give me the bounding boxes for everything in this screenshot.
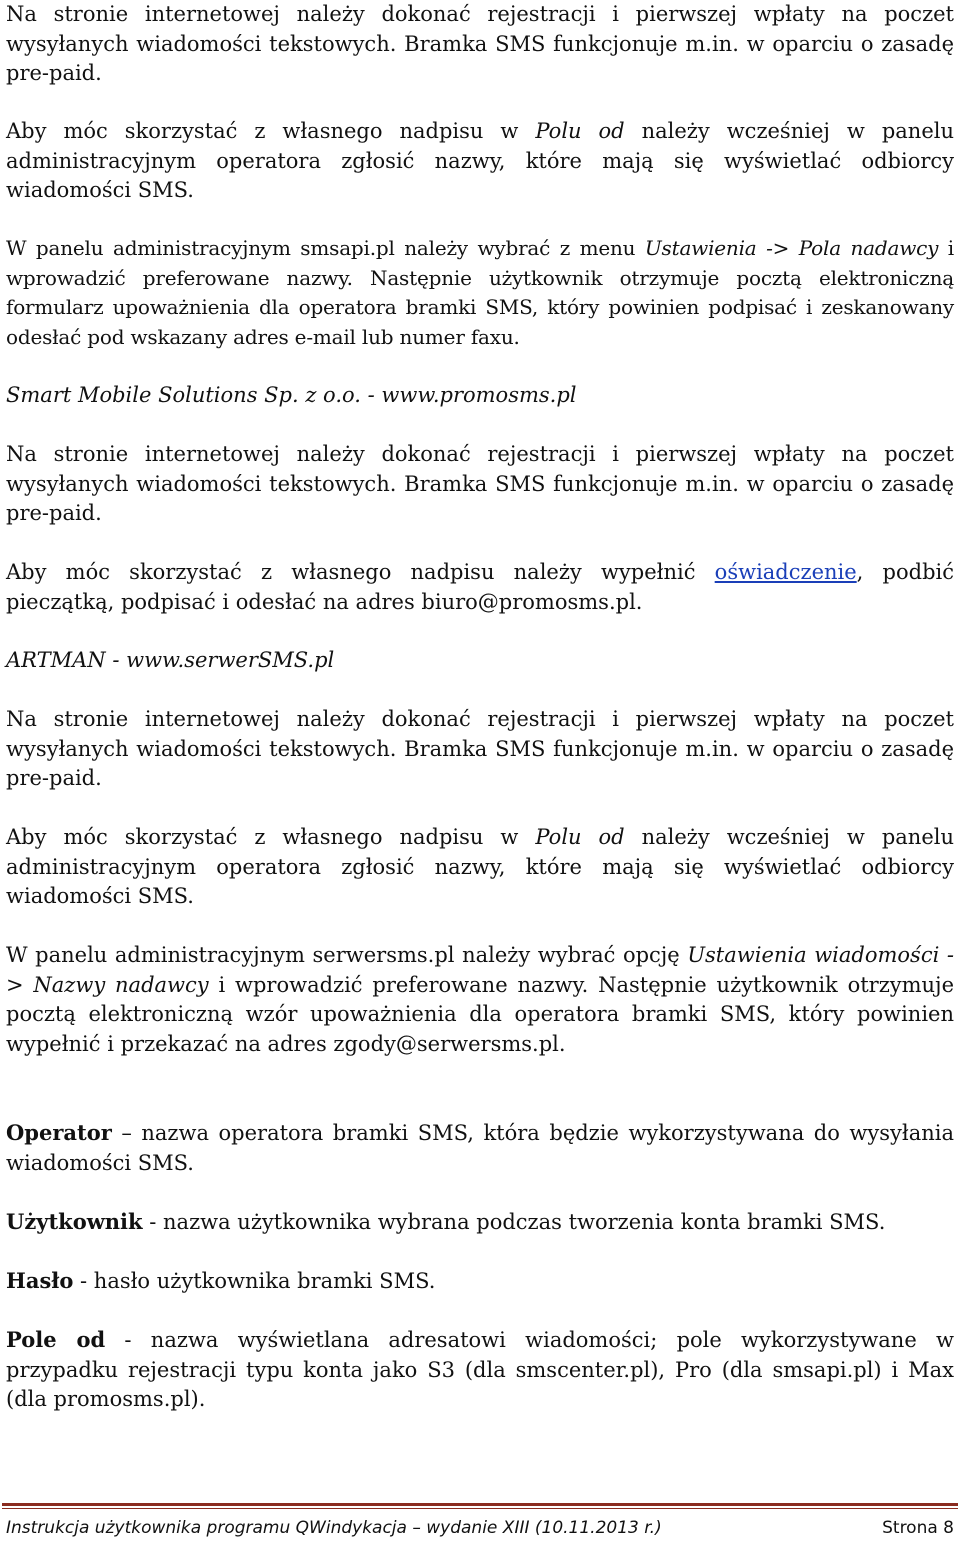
definition-text: – nazwa operatora bramki SMS, która będzie wykorzystywana do wysyłania wiadomości SMS. — [6, 1121, 954, 1175]
definition-term: Pole od — [6, 1327, 106, 1352]
definition-text: - hasło użytkownika bramki SMS. — [73, 1269, 436, 1293]
heading-text: ARTMAN - www.serwerSMS.pl — [6, 648, 335, 672]
serwersms-registration-paragraph — [6, 705, 954, 794]
definition-term: Hasło — [6, 1268, 74, 1293]
polu-od-term: Polu od — [535, 119, 625, 143]
definition-operator — [6, 1118, 954, 1178]
serwersms-heading — [6, 646, 954, 676]
footer-divider-thick — [2, 1503, 958, 1506]
paragraph-text: W panelu administracyjnym smsapi.pl należy wybrać z menu — [6, 236, 645, 260]
footer-document-title: Instrukcja użytkownika programu QWindykacja – wydanie XIII (10.11.2013 r.) — [6, 1518, 662, 1538]
promosms-sender-name-paragraph — [6, 558, 954, 617]
definition-text: - nazwa wyświetlana adresatowi wiadomości; pole wykorzystywane w przypadku rejestracji typu konta jako S3 (dla smscenter.pl), Pro (dla smsapi.pl) i Max (dla promosms.pl). — [6, 1328, 954, 1411]
oswiadczenie-link[interactable]: oświadczenie — [714, 560, 857, 584]
paragraph-text: Na stronie internetowej należy dokonać rejestracji i pierwszej wpłaty na poczet wysyłanych wiadomości tekstowych. Bramka SMS funkcjonuje m.in. w oparciu o zasadę pre-paid. — [6, 707, 954, 790]
serwersms-panel-paragraph — [6, 941, 954, 1059]
definition-term: Operator — [6, 1120, 112, 1145]
paragraph-text: Aby móc skorzystać z własnego nadpisu w — [6, 119, 536, 143]
paragraph-text: , podbić pieczątką, podpisać i odesłać na adres biuro@promosms.pl. — [6, 560, 954, 614]
serwersms-sender-name-paragraph — [6, 823, 954, 912]
definition-user — [6, 1207, 954, 1238]
polu-od-term: Polu od — [535, 825, 625, 849]
paragraph-text: Aby móc skorzystać z własnego nadpisu w — [6, 825, 536, 849]
page-footer — [6, 1517, 954, 1539]
paragraph-text: Aby móc skorzystać z własnego nadpisu należy wypełnić — [6, 560, 715, 584]
menu-path: Ustawienia wiadomości -> Nazwy nadawcy — [6, 943, 954, 997]
smsapi-sender-name-paragraph — [6, 117, 954, 206]
paragraph-text: Na stronie internetowej należy dokonać rejestracji i pierwszej wpłaty na poczet wysyłanych wiadomości tekstowych. Bramka SMS funkcjonuje m.in. w oparciu o zasadę pre-paid. — [6, 442, 954, 525]
paragraph-text: Na stronie internetowej należy dokonać rejestracji i pierwszej wpłaty na poczet wysyłanych wiadomości tekstowych. Bramka SMS funkcjonuje m.in. w oparciu o zasadę pre-paid. — [6, 2, 954, 85]
definition-text: - nazwa użytkownika wybrana podczas tworzenia konta bramki SMS. — [142, 1210, 886, 1234]
definition-password — [6, 1266, 954, 1297]
paragraph-text: i wprowadzić preferowane nazwy. Następnie użytkownik otrzymuje pocztą elektroniczną formularz upoważnienia dla operatora bramki SMS, który powinien podpisać i zeskanowany odesłać pod wskazany adres e-mail lub numer faxu. — [6, 236, 954, 349]
paragraph-text: W panelu administracyjnym serwersms.pl należy wybrać opcję — [6, 943, 688, 967]
menu-path: Ustawienia -> Pola nadawcy — [644, 236, 939, 260]
definition-term: Użytkownik — [6, 1209, 143, 1234]
definition-from-field — [6, 1325, 954, 1415]
promosms-heading — [6, 381, 954, 411]
smsapi-panel-paragraph — [6, 234, 954, 352]
footer-divider-thin — [2, 1508, 958, 1509]
paragraph-text: należy wcześniej w panelu administracyjnym operatora zgłosić nazwy, które mają się wyświetlać odbiorcy wiadomości SMS. — [6, 825, 954, 908]
smsapi-registration-paragraph — [6, 0, 954, 89]
promosms-registration-paragraph — [6, 440, 954, 529]
footer-page-number: Strona 8 — [882, 1518, 954, 1538]
heading-text: Smart Mobile Solutions Sp. z o.o. - www.promosms.pl — [6, 383, 577, 407]
paragraph-text: należy wcześniej w panelu administracyjnym operatora zgłosić nazwy, które mają się wyświetlać odbiorcy wiadomości SMS. — [6, 119, 954, 202]
paragraph-text: i wprowadzić preferowane nazwy. Następnie użytkownik otrzymuje pocztą elektroniczną wzór upoważnienia dla operatora bramki SMS, który powinien wypełnić i przekazać na adres zgody@serwersms.pl. — [6, 972, 954, 1056]
